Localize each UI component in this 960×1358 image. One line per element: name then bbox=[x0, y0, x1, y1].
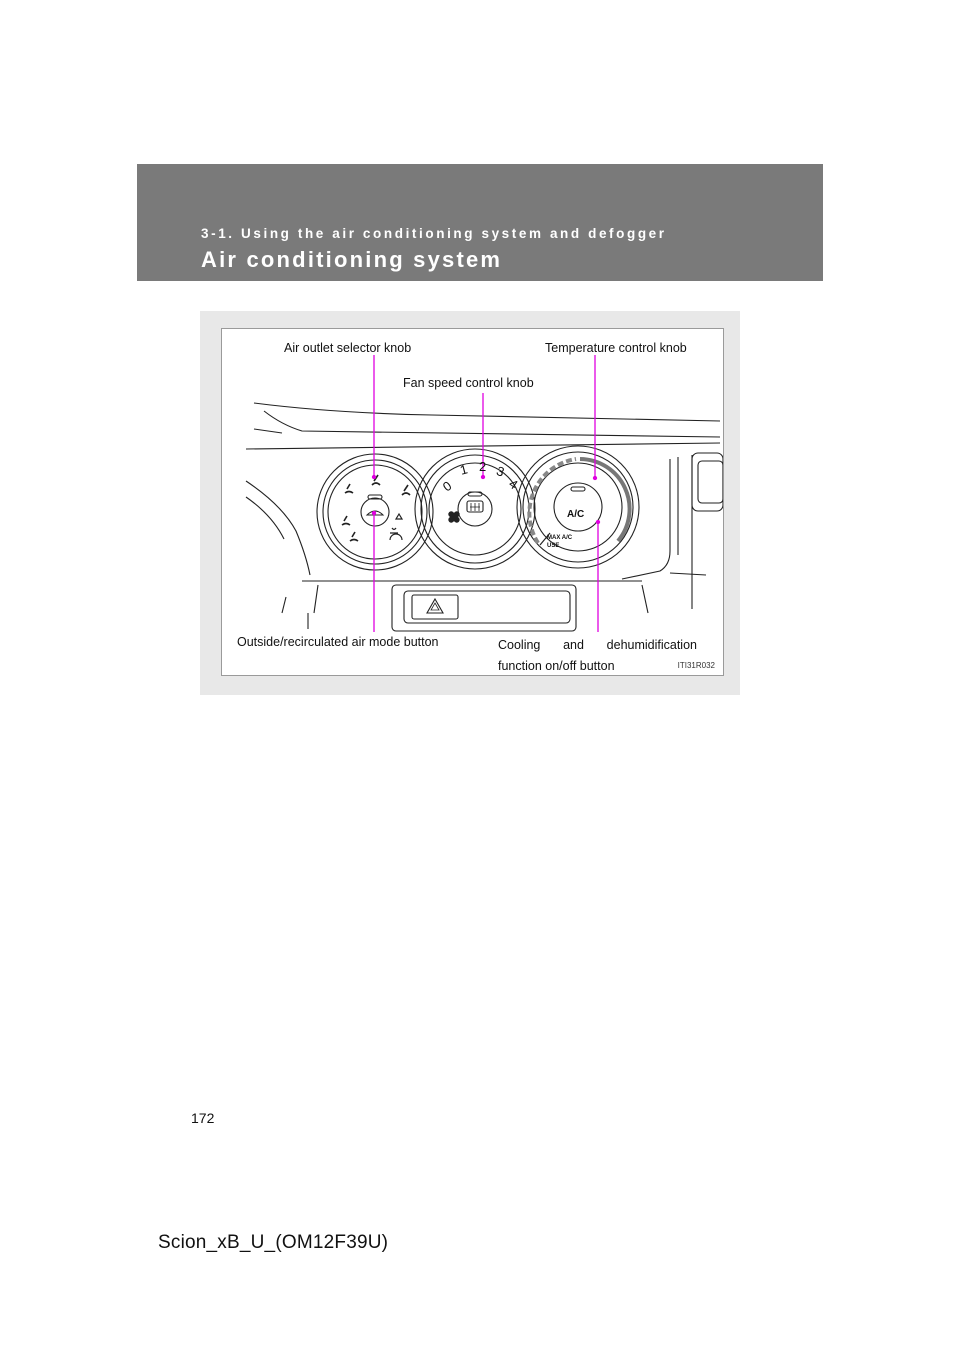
fan-speed-1: 1 bbox=[458, 461, 470, 478]
use-label: USE bbox=[547, 543, 560, 549]
label-cooling-line-2: function on/off button bbox=[498, 659, 615, 673]
page-title: Air conditioning system bbox=[201, 247, 503, 272]
footer-model-code: Scion_xB_U_(OM12F39U) bbox=[158, 1232, 389, 1253]
max-ac-label: MAX A/C bbox=[547, 535, 573, 541]
figure-panel bbox=[200, 311, 740, 695]
fan-speed-3: 3 bbox=[494, 463, 507, 480]
label-fan-speed-control-knob: Fan speed control knob bbox=[403, 376, 534, 390]
control-panel-illustration bbox=[221, 328, 724, 676]
section-label: 3-1. Using the air conditioning system and defogger bbox=[201, 226, 667, 241]
label-air-outlet-selector-knob: Air outlet selector knob bbox=[284, 341, 412, 355]
ac-button-label: A/C bbox=[567, 509, 585, 520]
fan-speed-2: 2 bbox=[479, 459, 487, 474]
label-cooling-line-1: Cooling and dehumidification bbox=[498, 638, 697, 652]
chapter-header-bar bbox=[137, 164, 823, 281]
label-temperature-control-knob: Temperature control knob bbox=[545, 341, 687, 355]
page-number: 172 bbox=[191, 1110, 215, 1126]
label-outside-recirculated-air-mode-button: Outside/recirculated air mode button bbox=[237, 635, 439, 649]
label-cooling-dehumidification-button bbox=[498, 635, 697, 676]
fan-speed-0: 0 bbox=[439, 477, 455, 495]
fan-speed-4: 4 bbox=[506, 475, 521, 493]
figure-code: ITI31R032 bbox=[677, 661, 715, 670]
